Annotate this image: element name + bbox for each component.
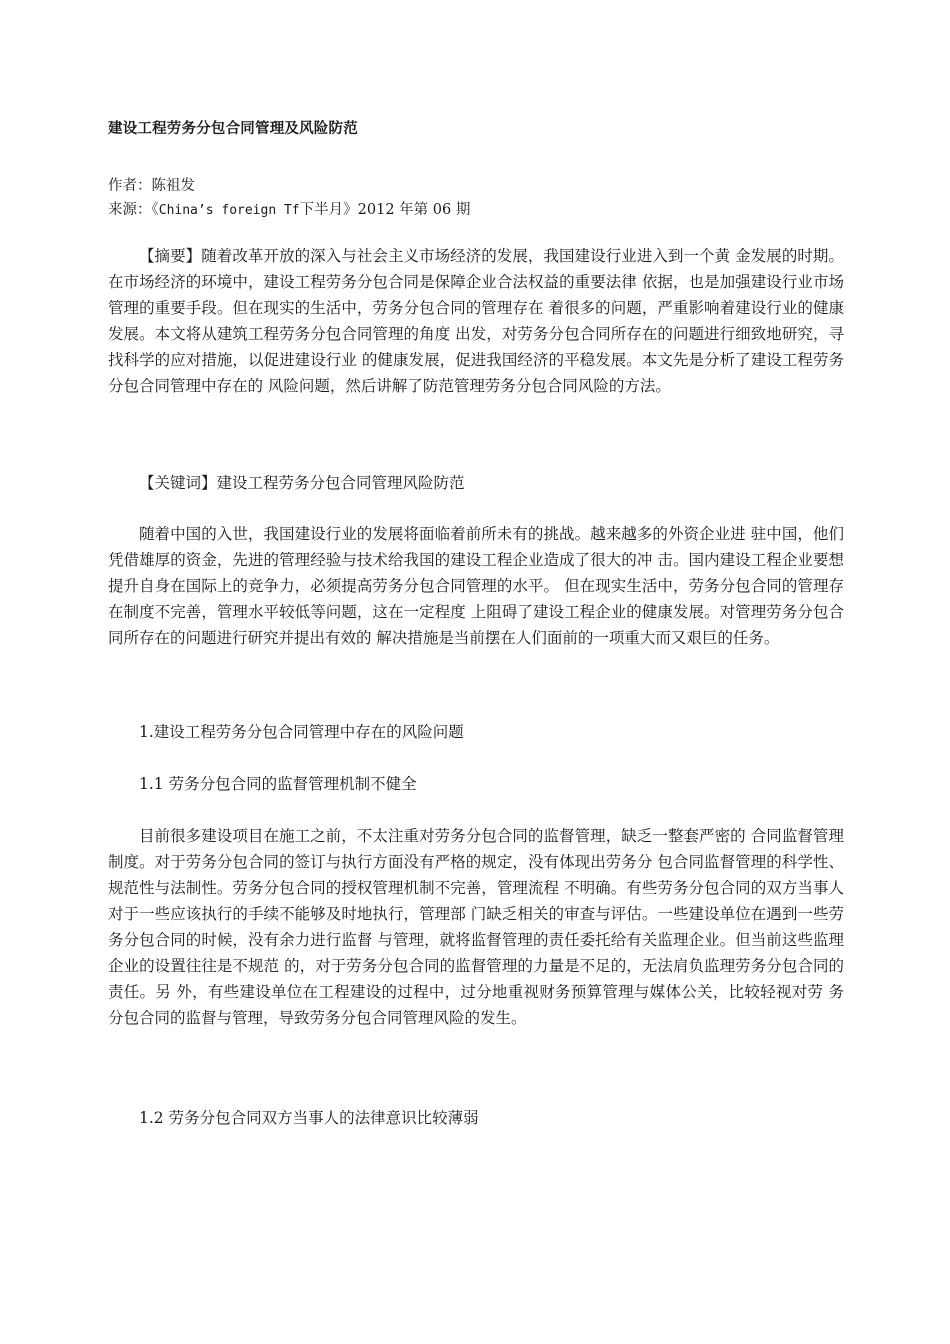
section-heading-1-2: 1.2 劳务分包合同双方当事人的法律意识比较薄弱 <box>139 1109 479 1127</box>
section-1-1-body: 目前很多建设项目在施工之前，不太注重对劳务分包合同的监督管理，缺乏一整套严密的 合同监督管理制度。对于劳务分包合同的签订与执行方面没有严格的规定，没有体现出劳务分 包合同监督管理的科学性、规范性与法制性。劳务分包合同的授权管理机制不完善，管理流程 不明确。有些劳务分包合同的双方当事人对于一些应该执行的手续不能够及时地执行，管理部 门缺乏相关的审查与评估。一些建设单位在遇到一些劳务分包合同的时候，没有余力进行监督 与管理，就将监督管理的责任委托给有关监理企业。但当前这些监理企业的设置往往是不规范 的，对于劳务分包合同的监督管理的力量是不足的，无法肩负监理劳务分包合同的责任。另 外，有些建设单位在工程建设的过程中，过分地重视财务预算管理与媒体公关，比较轻视对劳 务分包合同的监督与管理，导致劳务分包合同管理风险的发生。 <box>108 827 844 1027</box>
source-journal: China’s foreign Tf <box>158 203 300 218</box>
document-title: 建设工程劳务分包合同管理及风险防范 <box>108 121 358 137</box>
intro-paragraph: 随着中国的入世，我国建设行业的发展将面临着前所未有的挑战。越来越多的外资企业进 驻中国，他们凭借雄厚的资金，先进的管理经验与技术给我国的建设工程企业造成了很大的冲 击。国内建设工程企业要想提升自身在国际上的竞争力，必须提高劳务分包合同管理的水平。 但在现实生活中，劳务分包合同的管理存在制度不完善，管理水平较低等问题，这在一定程度 上阻碍了建设工程企业的健康发展。对管理劳务分包合同所存在的问题进行研究并提出有效的 解决措施是当前摆在人们面前的一项重大而又艰巨的任务。 <box>108 525 844 647</box>
abstract-paragraph: 【摘要】随着改革开放的深入与社会主义市场经济的发展，我国建设行业进入到一个黄 金发展的时期。在市场经济的环境中，建设工程劳务分包合同是保障企业合法权益的重要法律 依据，也是加强建设行业市场管理的重要手段。但在现实的生活中，劳务分包合同的管理存在 着很多的问题，严重影响着建设行业的健康发展。本文将从建筑工程劳务分包合同管理的角度 出发，对劳务分包合同所存在的问题进行细致地研究，寻找科学的应对措施，以促进建设行业 的健康发展，促进我国经济的平稳发展。本文先是分析了建设工程劳务分包合同管理中存在的 风险问题，然后讲解了防范管理劳务分包合同风险的方法。 <box>108 247 844 395</box>
section-heading-1-1: 1.1 劳务分包合同的监督管理机制不健全 <box>139 775 417 793</box>
source-suffix: 下半月》2012 年第 06 期 <box>299 202 471 218</box>
author-line: 作者：陈祖发 <box>108 178 195 194</box>
source-line <box>108 198 470 219</box>
section-heading-1: 1.建设工程劳务分包合同管理中存在的风险问题 <box>139 723 464 741</box>
keywords-paragraph: 【关键词】建设工程劳务分包合同管理风险防范 <box>139 474 465 492</box>
source-prefix: 来源：《 <box>108 202 159 218</box>
